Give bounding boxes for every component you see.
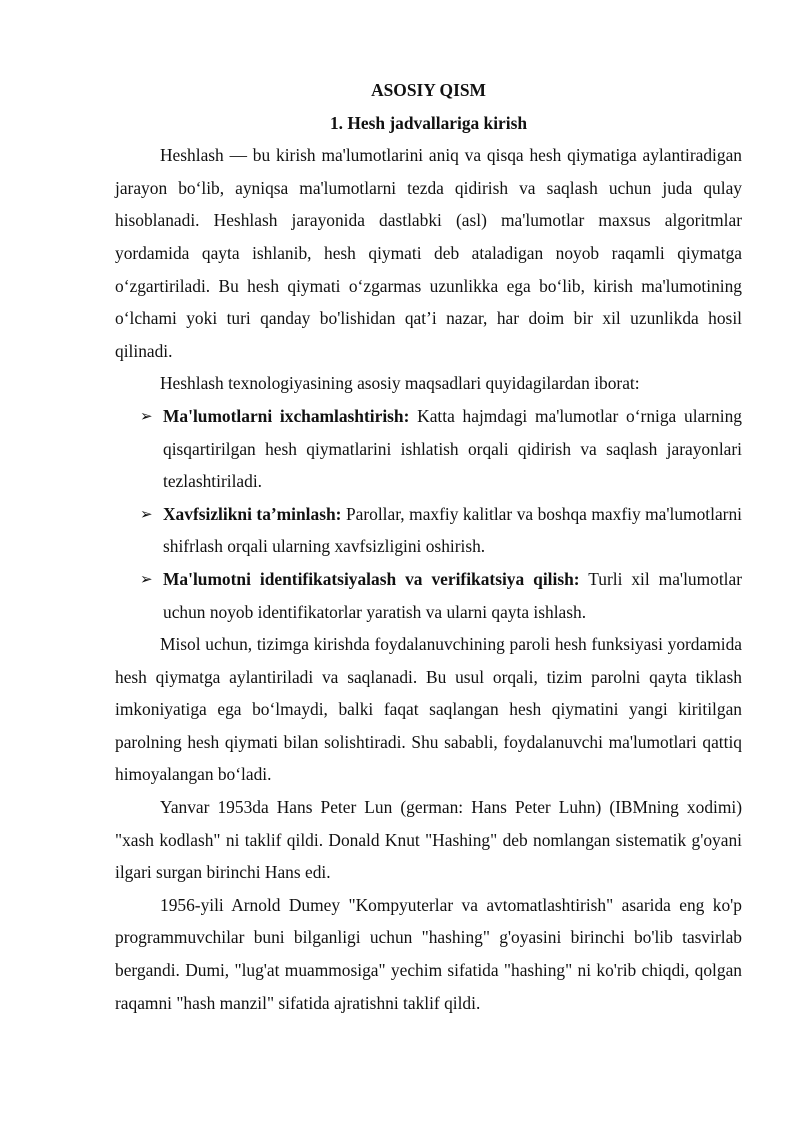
section-title: ASOSIY QISM	[371, 80, 486, 100]
list-item	[115, 498, 742, 563]
paragraph-2: Heshlash texnologiyasining asosiy maqsadlari quyidagilardan iborat:	[160, 373, 640, 394]
list-item	[115, 400, 742, 498]
arrowhead-bullet-icon: ➢	[140, 406, 153, 425]
goals-list	[115, 400, 742, 628]
bullet-title: Xavfsizlikni ta’minlash:	[163, 503, 342, 524]
bullet-title: Ma'lumotlarni ixchamlashtirish:	[163, 405, 410, 426]
bullet-text: Parollar, maxfiy kalitlar va boshqa maxfiy ma'lumotlarni shifrlash orqali ularning xavfsizligini oshirish.	[163, 503, 742, 557]
arrowhead-bullet-icon: ➢	[140, 504, 153, 523]
bullet-text: Turli xil ma'lumotlar uchun noyob identifikatorlar yaratish va ularni qayta ishlash.	[163, 568, 742, 622]
bullet-text: Katta hajmdagi ma'lumotlar o‘rniga ularning qisqartirilgan hesh qiymatlarini ishlatish orqali qidirish va saqlash jarayonlari tezlashtiriladi.	[163, 405, 742, 492]
bullet-title: Ma'lumotni identifikatsiyalash va verifikatsiya qilish:	[163, 568, 580, 589]
paragraph-5: 1956-yili Arnold Dumey "Kompyuterlar va avtomatlashtirish" asarida eng ko'p programmuvchilar buni bilganligi uchun "hashing" g'oyasini birinchi bo'lib tasvirlab bergandi. Dumi, "lug'at muammosiga" yechim sifatida "hashing" ni ko'rib chiqdi, qolgan raqamni "hash manzil" sifatida ajratishni taklif qildi.	[115, 894, 742, 1013]
arrowhead-bullet-icon: ➢	[140, 569, 153, 588]
paragraph-1: Heshlash — bu kirish ma'lumotlarini aniq va qisqa hesh qiymatiga aylantiradigan jarayon bo‘lib, ayniqsa ma'lumotlarni tezda qidirish va saqlash uchun juda qulay hisoblanadi. Heshlash jarayonida dastlabki (asl) ma'lumotlar maxsus algoritmlar yordamida qayta ishlanib, hesh qiymati deb ataladigan noyob raqamli qiymatga o‘zgartiriladi. Bu hesh qiymati o‘zgarmas uzunlikka ega bo‘lib, kirish ma'lumotining o‘lchami yoki turi qanday bo'lishidan qat’i nazar, har doim bir xil uzunlikda hosil qilinadi.	[115, 145, 742, 361]
list-item	[115, 563, 742, 628]
paragraph-4: Yanvar 1953da Hans Peter Lun (german: Hans Peter Luhn) (IBMning xodimi) "xash kodlash" ni taklif qildi. Donald Knut "Hashing" deb nomlangan sistematik g'oyani ilgari surgan birinchi Hans edi.	[115, 797, 742, 883]
document-page	[115, 74, 742, 1019]
paragraph-3: Misol uchun, tizimga kirishda foydalanuvchining paroli hesh funksiyasi yordamida hesh qiymatga aylantiriladi va saqlanadi. Bu usul orqali, tizim parolni qayta tiklash imkoniyatiga ega bo‘lmaydi, balki faqat saqlangan hesh qiymatini yangi kiritilgan parolning hesh qiymati bilan solishtiradi. Shu sababli, foydalanuvchi ma'lumotlari qattiq himoyalangan bo‘ladi.	[115, 634, 742, 785]
subsection-title: 1. Hesh jadvallariga kirish	[329, 112, 528, 133]
